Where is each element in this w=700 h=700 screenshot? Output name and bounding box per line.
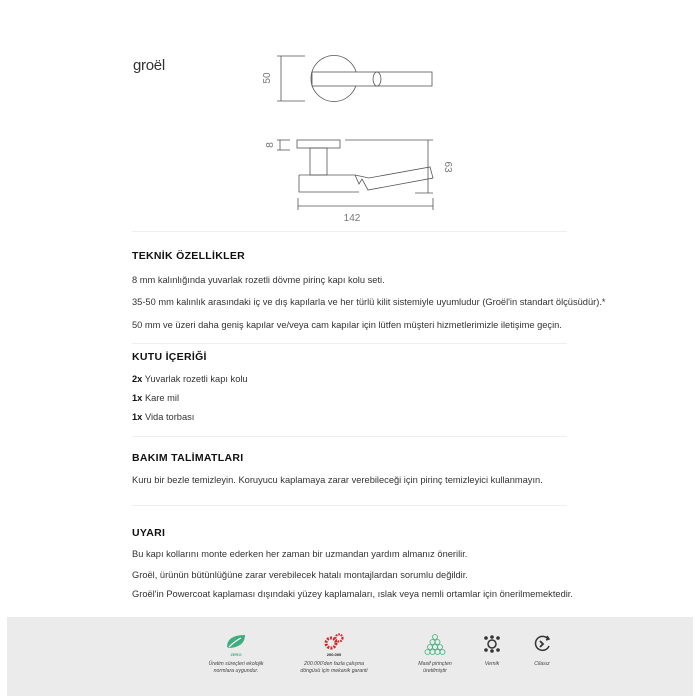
feature-caption: Masif pirinçten — [418, 661, 452, 667]
feature-eco — [181, 631, 291, 675]
box-item-label: Yuvarlak rozetli kapı kolu — [144, 374, 248, 384]
features-bar — [7, 617, 693, 696]
leaf-zero-icon — [221, 631, 251, 657]
feature-cycles — [279, 631, 389, 675]
section-title-box: KUTU İÇERİĞİ — [132, 351, 207, 363]
section-title-care: BAKIM TALİMATLARI — [132, 452, 244, 464]
technical-drawing — [255, 50, 455, 225]
svg-text:200.000: 200.000 — [326, 652, 342, 657]
section-title-warning: UYARI — [132, 527, 166, 539]
box-item-qty: 1x — [132, 412, 143, 422]
box-item — [132, 374, 248, 384]
feature-caption: Vernik — [484, 661, 500, 667]
svg-text:ZERO: ZERO — [230, 652, 242, 657]
care-line: Kuru bir bezle temizleyin. Koruyucu kaplamaya zarar verebileceği için pirinç temizleyici kullanmayın. — [132, 475, 543, 485]
top-view — [277, 56, 432, 102]
box-item — [132, 393, 179, 403]
brand-logo: groël — [133, 57, 165, 74]
divider — [132, 343, 567, 344]
box-item-qty: 2x — [132, 374, 143, 384]
dim-height: 63 — [442, 161, 453, 173]
feature-caption: 200.000'den fazla çalışma — [303, 661, 365, 667]
dim-length: 142 — [343, 213, 361, 224]
section-title-technical: TEKNİK ÖZELLİKLER — [132, 250, 246, 262]
divider — [132, 505, 567, 506]
divider — [132, 231, 567, 232]
box-item-label: Vida torbası — [144, 412, 195, 422]
feature-caption: Cilasız — [534, 661, 550, 667]
warning-line: Groël'in Powercoat kaplaması dışındaki yüzey kaplamaları, ıslak veya nemli ortamlar için önerilmemektedir. — [132, 589, 573, 599]
box-item-label: Kare mil — [144, 393, 180, 403]
polish-icon — [527, 631, 557, 657]
side-view — [277, 140, 433, 210]
technical-line: 8 mm kalınlığında yuvarlak rozetli dövme pirinç kapı kolu seti. — [132, 275, 385, 285]
warning-line: Groël, ürünün bütünlüğüne zarar verebilecek hatalı montajlardan sorumlu değildir. — [132, 570, 468, 580]
gears-icon — [319, 631, 349, 657]
feature-caption: döngüsü için mekanik garanti — [300, 668, 368, 674]
feature-caption: normlara uygundur. — [213, 668, 259, 674]
warning-line: Bu kapı kollarını monte ederken her zaman bir uzmandan yardım almanız önerilir. — [132, 549, 468, 559]
feature-no-polish — [484, 631, 597, 668]
feature-caption: Üretim süreçleri ekolojik — [208, 661, 264, 667]
box-item — [132, 412, 194, 422]
dim-thickness: 8 — [265, 142, 276, 148]
divider — [132, 436, 567, 437]
box-item-qty: 1x — [132, 393, 143, 403]
technical-line: 50 mm ve üzeri daha geniş kapılar ve/veya cam kapılar için lütfen müşteri hizmetlerimizle iletişime geçin. — [132, 320, 562, 330]
feature-caption: üretilmiştir — [423, 668, 447, 674]
dim-rosette: 50 — [262, 72, 273, 84]
technical-line: 35-50 mm kalınlık arasındaki iç ve dış kapılarla ve her türlü kilit sistemiyle uyumludur (Groël'in standart ölçüsüdür).* — [132, 297, 606, 307]
